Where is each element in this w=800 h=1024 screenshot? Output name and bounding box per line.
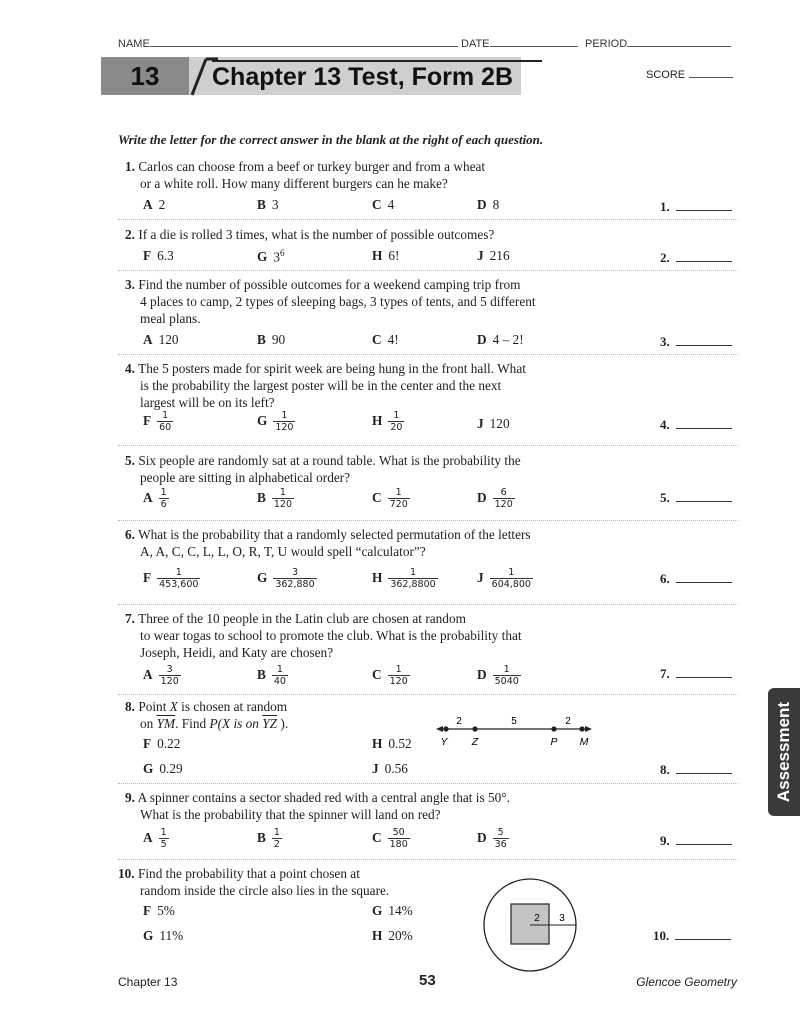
option-h[interactable]: H 6! bbox=[372, 248, 400, 263]
answer-blank-6[interactable]: 6. bbox=[660, 571, 732, 587]
period-label: PERIOD bbox=[585, 38, 628, 50]
option-c[interactable]: C 4! bbox=[372, 332, 399, 347]
question-10: 10. Find the probability that a point chosen at random inside the circle also lies in the square. bbox=[118, 866, 390, 898]
option-j[interactable]: J 120 bbox=[477, 416, 510, 431]
option-b[interactable]: B $\frac{1}{2}$ bbox=[257, 827, 280, 850]
square-shape bbox=[511, 904, 549, 944]
point-y bbox=[443, 726, 448, 731]
name-label: NAME bbox=[118, 38, 150, 50]
divider bbox=[118, 783, 738, 784]
assessment-tab-label: Assessment bbox=[774, 701, 793, 803]
point-label: Z bbox=[471, 736, 479, 748]
point-z bbox=[472, 726, 477, 731]
point-p bbox=[551, 726, 556, 731]
option-c[interactable]: C $\frac{1}{120}$ bbox=[372, 664, 408, 687]
date-field[interactable] bbox=[461, 35, 578, 50]
option-a[interactable]: A 2 bbox=[143, 197, 166, 212]
option-a[interactable]: A $\frac{3}{120}$ bbox=[143, 664, 179, 687]
answer-blank-2[interactable]: 2. bbox=[660, 250, 732, 266]
question-text-line: Carlos can choose from a beef or turkey burger and from a wheat bbox=[138, 159, 486, 174]
option-b[interactable]: B 90 bbox=[257, 332, 286, 347]
option-b[interactable]: B 3 bbox=[257, 197, 279, 212]
length-label: 2 bbox=[565, 716, 571, 727]
divider bbox=[118, 859, 738, 860]
length-label: 5 bbox=[511, 716, 517, 727]
option-c[interactable]: C 4 bbox=[372, 197, 395, 212]
assessment-tab bbox=[768, 688, 800, 816]
point-m bbox=[579, 726, 584, 731]
option-h[interactable]: H 20% bbox=[372, 928, 413, 943]
option-d[interactable]: D $\frac{1}{5040}$ bbox=[477, 664, 519, 687]
answer-blank-9[interactable]: 9. bbox=[660, 833, 732, 849]
option-d[interactable]: D $\frac{6}{120}$ bbox=[477, 487, 513, 510]
divider bbox=[118, 694, 738, 695]
option-h[interactable]: H $\frac{1}{362,8800}$ bbox=[372, 567, 436, 590]
option-g[interactable]: G 11% bbox=[143, 928, 184, 943]
option-h[interactable]: H $\frac{1}{20}$ bbox=[372, 410, 403, 433]
option-c[interactable]: C $\frac{50}{180}$ bbox=[372, 827, 408, 850]
option-a[interactable]: A $\frac{1}{5}$ bbox=[143, 827, 167, 850]
point-label: P bbox=[550, 736, 558, 748]
option-j[interactable]: J $\frac{1}{604,800}$ bbox=[477, 567, 531, 590]
question-9: 9. A spinner contains a sector shaded red with a central angle that is 50°. What is the probability that the spinner will land on red? bbox=[125, 790, 510, 822]
option-f[interactable]: F 0.22 bbox=[143, 736, 181, 751]
option-g[interactable]: G 14% bbox=[372, 903, 413, 918]
divider bbox=[118, 520, 738, 521]
option-g[interactable]: G $3^6$ bbox=[257, 248, 285, 265]
page-title: Chapter 13 Test, Form 2B bbox=[212, 63, 514, 91]
option-g[interactable]: G $\frac{1}{120}$ bbox=[257, 410, 294, 433]
answer-blank-10[interactable]: 10. bbox=[653, 928, 731, 944]
radius-label: 3 bbox=[559, 913, 565, 924]
option-g[interactable]: G $\frac{3}{362,880}$ bbox=[257, 567, 315, 590]
answer-blank-8[interactable]: 8. bbox=[660, 762, 732, 778]
question-number: 1. bbox=[125, 159, 135, 174]
answer-blank-1[interactable]: 1. bbox=[660, 199, 732, 215]
option-f[interactable]: F $\frac{1}{453,600}$ bbox=[143, 567, 199, 590]
instructions: Write the letter for the correct answer in the blank at the right of each question. bbox=[118, 132, 544, 147]
question-3: 3. Find the number of possible outcomes for a weekend camping trip from 4 places to camp, 2 types of sleeping bags, 3 types of tents, and 5 different meal plans. bbox=[125, 277, 536, 326]
period-field[interactable] bbox=[585, 35, 731, 50]
name-field[interactable] bbox=[118, 35, 458, 50]
option-g[interactable]: G 0.29 bbox=[143, 761, 183, 776]
date-label: DATE bbox=[461, 38, 490, 50]
option-f[interactable]: F 5% bbox=[143, 903, 175, 918]
footer-publisher: Glencoe Geometry bbox=[636, 975, 737, 989]
question-8: 8. Point X is chosen at random on $\overline{YM}$. Find P(X is on $\overline{YZ}$ ). bbox=[125, 699, 289, 731]
option-a[interactable]: A 120 bbox=[143, 332, 179, 347]
answer-blank-4[interactable]: 4. bbox=[660, 417, 732, 433]
segment-diagram bbox=[432, 714, 602, 750]
question-1 bbox=[125, 158, 485, 192]
score-label: SCORE bbox=[646, 69, 686, 81]
answer-blank-3[interactable]: 3. bbox=[660, 334, 732, 350]
point-label: M bbox=[579, 736, 589, 748]
score-field[interactable] bbox=[646, 66, 733, 81]
divider bbox=[118, 354, 738, 355]
option-j[interactable]: J 0.56 bbox=[372, 761, 408, 776]
circle-square-diagram bbox=[482, 876, 582, 976]
question-4: 4. The 5 posters made for spirit week are being hung in the front hall. What is the probability the largest poster will be in the center and the next largest will be on its left? bbox=[125, 361, 526, 410]
divider bbox=[118, 219, 738, 220]
question-2: 2. If a die is rolled 3 times, what is the number of possible outcomes? bbox=[125, 227, 495, 242]
option-d[interactable]: D $\frac{5}{36}$ bbox=[477, 827, 507, 850]
option-d[interactable]: D 4 – 2! bbox=[477, 332, 524, 347]
question-7: 7. Three of the 10 people in the Latin club are chosen at random to wear togas to school to promote the club. What is the probability that Joseph, Heidi, and Katy are chosen? bbox=[125, 611, 522, 660]
footer-chapter: Chapter 13 bbox=[118, 975, 178, 989]
option-h[interactable]: H 0.52 bbox=[372, 736, 412, 751]
divider bbox=[118, 604, 738, 605]
divider bbox=[118, 270, 738, 271]
question-6: 6. What is the probability that a randomly selected permutation of the letters A, A, C, C, L, L, O, R, T, U would spell “calculator”? bbox=[125, 527, 531, 559]
length-label: 2 bbox=[456, 716, 462, 727]
option-d[interactable]: D 8 bbox=[477, 197, 500, 212]
point-label: Y bbox=[440, 736, 448, 748]
option-b[interactable]: B $\frac{1}{120}$ bbox=[257, 487, 293, 510]
divider bbox=[118, 445, 738, 446]
question-text-line: or a white roll. How many different burgers can he make? bbox=[140, 176, 448, 191]
question-5: 5. Six people are randomly sat at a round table. What is the probability the people are sitting in alphabetical order? bbox=[125, 453, 521, 485]
option-j[interactable]: J 216 bbox=[477, 248, 510, 263]
option-f[interactable]: F $\frac{1}{60}$ bbox=[143, 410, 172, 433]
option-c[interactable]: C $\frac{1}{720}$ bbox=[372, 487, 408, 510]
answer-blank-7[interactable]: 7. bbox=[660, 666, 732, 682]
answer-blank-5[interactable]: 5. bbox=[660, 490, 732, 506]
chapter-number: 13 bbox=[130, 61, 160, 91]
page-number: 53 bbox=[419, 972, 436, 989]
option-f[interactable]: F 6.3 bbox=[143, 248, 174, 263]
option-b[interactable]: B $\frac{1}{40}$ bbox=[257, 664, 286, 687]
option-a[interactable]: A $\frac{1}{6}$ bbox=[143, 487, 167, 510]
square-side-label: 2 bbox=[534, 913, 540, 924]
title-rule bbox=[212, 60, 542, 62]
